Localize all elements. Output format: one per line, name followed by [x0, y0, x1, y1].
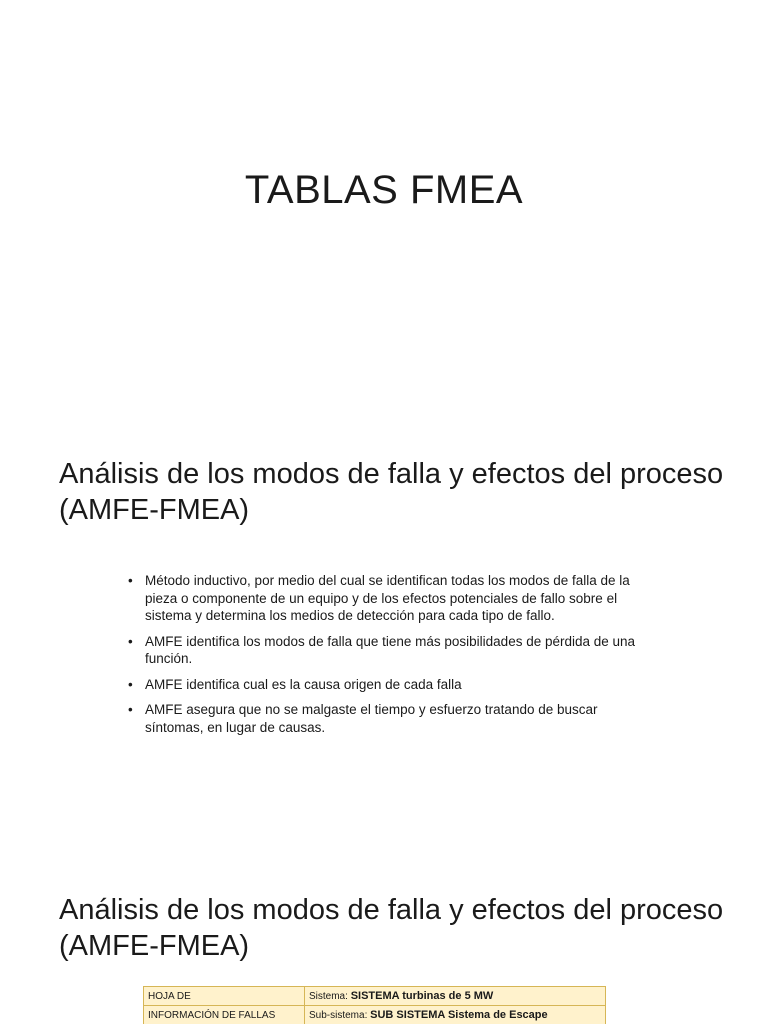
slide-heading: Análisis de los modos de falla y efectos del proceso (AMFE-FMEA) — [59, 458, 724, 526]
bullet-item: • AMFE identifica los modos de falla que tiene más posibilidades de pérdida de una función. — [128, 633, 638, 668]
slide-title — [0, 0, 768, 432]
table-cell-label: INFORMACIÓN DE FALLAS — [144, 1006, 305, 1024]
slide-amfe-overview — [0, 432, 768, 864]
table-cell-strong: SUB SISTEMA Sistema de Escape — [370, 1009, 548, 1021]
table-cell-strong: SISTEMA turbinas de 5 MW — [350, 990, 494, 1002]
table-cell-label: HOJA DE — [144, 987, 305, 1006]
slide-amfe-table — [0, 864, 768, 1024]
slide-title-text: TABLAS FMEA — [244, 168, 524, 212]
table-cell-value — [305, 987, 606, 1006]
bullet-item: • Método inductivo, por medio del cual se identifican todas los modos de falla de la pieza o componente de un equipo y de los efectos potenciales de fallo sobre el sistema y determina los medios de detección para cada tipo de fallo. — [128, 572, 638, 625]
failure-info-table — [143, 986, 606, 1024]
table-row — [144, 987, 606, 1006]
bullet-item: • AMFE asegura que no se malgaste el tiempo y esfuerzo tratando de buscar síntomas, en lugar de causas. — [128, 701, 638, 736]
bullet-item: • AMFE identifica cual es la causa origen de cada falla — [128, 676, 638, 694]
bullet-list — [128, 572, 638, 744]
table-row — [144, 1006, 606, 1024]
table-cell-key: Sistema: — [309, 991, 348, 1002]
table-cell-value — [305, 1006, 606, 1024]
slide-heading: Análisis de los modos de falla y efectos del proceso (AMFE-FMEA) — [59, 894, 724, 962]
table-cell-key: Sub-sistema: — [309, 1010, 368, 1021]
